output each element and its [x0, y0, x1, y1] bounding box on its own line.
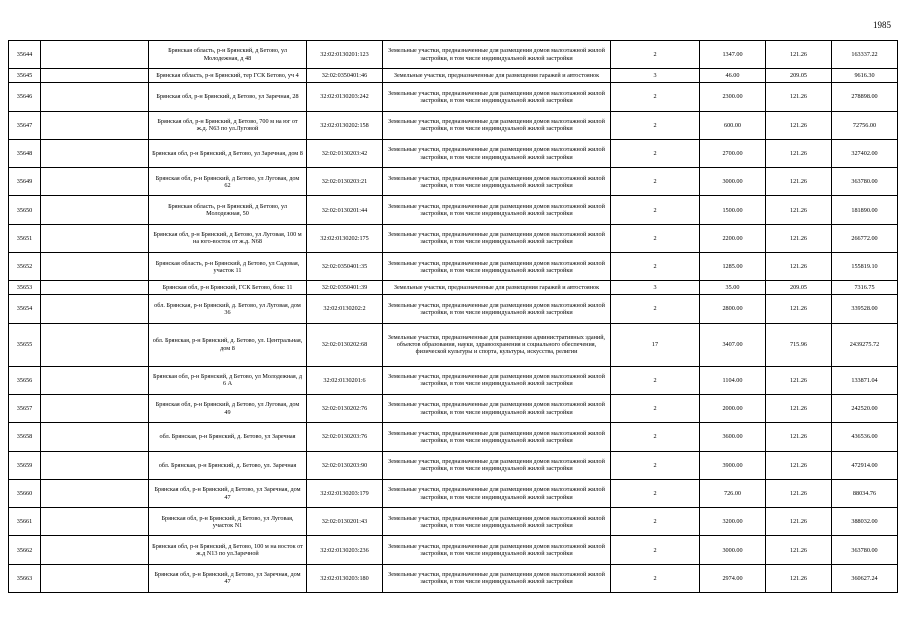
cell-group-number: 2	[611, 196, 700, 224]
table-row	[9, 83, 898, 111]
cell-cadastral-value: 360627.24	[832, 564, 898, 592]
cell-specific-value: 121.26	[766, 423, 832, 451]
cadastral-table	[8, 40, 898, 593]
cell-cadastral-value: 472914.00	[832, 451, 898, 479]
cell-group-number: 2	[611, 479, 700, 507]
cell-record-id: 35644	[9, 41, 41, 69]
cell-record-id: 35652	[9, 253, 41, 281]
cell-address: обл. Брянская, р-н Брянский, д. Бетово, ул. Центральная, дом 8	[149, 323, 307, 366]
cell-specific-value: 121.26	[766, 479, 832, 507]
cell-group-number: 2	[611, 451, 700, 479]
cell-cadastral-number: 32:02:0130201:123	[307, 41, 383, 69]
cell-group-number: 2	[611, 168, 700, 196]
cell-blank	[41, 508, 149, 536]
cell-blank	[41, 423, 149, 451]
cell-group-number: 2	[611, 423, 700, 451]
cell-specific-value: 121.26	[766, 394, 832, 422]
cell-cadastral-number: 32:02:0130202:175	[307, 224, 383, 252]
cell-cadastral-number: 32:02:0130203:179	[307, 479, 383, 507]
cell-cadastral-number: 32:02:0130203:76	[307, 423, 383, 451]
table-row	[9, 281, 898, 295]
cell-specific-value: 121.26	[766, 111, 832, 139]
cell-area: 2300.00	[700, 83, 766, 111]
cell-blank	[41, 295, 149, 323]
cell-cadastral-value: 155819.10	[832, 253, 898, 281]
cell-cadastral-number: 32:02:0130202:158	[307, 111, 383, 139]
table-row	[9, 253, 898, 281]
table-row	[9, 224, 898, 252]
cell-address: Брянская обл, р-н Брянский, ГСК Бетово, бокс 11	[149, 281, 307, 295]
cell-record-id: 35658	[9, 423, 41, 451]
cell-specific-value: 209.05	[766, 69, 832, 83]
cell-cadastral-value: 133871.04	[832, 366, 898, 394]
table-row	[9, 196, 898, 224]
table-row	[9, 479, 898, 507]
cell-specific-value: 121.26	[766, 224, 832, 252]
cell-land-purpose: Земельные участки, предназначенные для размещения домов малоэтажной жилой застройки, в том числе индивидуальной жилой застройки	[383, 394, 611, 422]
cell-specific-value: 121.26	[766, 536, 832, 564]
cell-record-id: 35662	[9, 536, 41, 564]
cell-cadastral-number: 32:02:0130203:90	[307, 451, 383, 479]
cell-cadastral-number: 32:02:0130201:44	[307, 196, 383, 224]
cell-group-number: 2	[611, 83, 700, 111]
cell-specific-value: 121.26	[766, 508, 832, 536]
cell-land-purpose: Земельные участки, предназначенные для размещения домов малоэтажной жилой застройки, в том числе индивидуальной жилой застройки	[383, 83, 611, 111]
cell-address: обл. Брянская, р-н Брянский, д. Бетово, ул Заречная	[149, 423, 307, 451]
cell-record-id: 35661	[9, 508, 41, 536]
cell-area: 1104.00	[700, 366, 766, 394]
page-number: 1985	[873, 20, 891, 30]
cell-address: Брянская область, р-н Брянский, д Бетово, ул Молодежная, д 48	[149, 41, 307, 69]
cell-land-purpose: Земельные участки, предназначенные для размещения административных зданий, объектов образования, науки, здравоохранения и социального обеспечения, физической культуры и спорта, культуры, искусства, религии	[383, 323, 611, 366]
table-row	[9, 423, 898, 451]
cell-specific-value: 121.26	[766, 451, 832, 479]
cell-cadastral-value: 72756.00	[832, 111, 898, 139]
table-row	[9, 168, 898, 196]
cell-address: Брянская обл, р-н Брянский, д Бетово, ул Заречная, дом 47	[149, 564, 307, 592]
cell-record-id: 35646	[9, 83, 41, 111]
cell-land-purpose: Земельные участки, предназначенные для размещения домов малоэтажной жилой застройки, в том числе индивидуальной жилой застройки	[383, 451, 611, 479]
cell-cadastral-value: 278898.00	[832, 83, 898, 111]
table-body	[9, 41, 898, 593]
cell-record-id: 35653	[9, 281, 41, 295]
table-row	[9, 394, 898, 422]
cell-cadastral-value: 163337.22	[832, 41, 898, 69]
cell-land-purpose: Земельные участки, предназначенные для размещения домов малоэтажной жилой застройки, в том числе индивидуальной жилой застройки	[383, 536, 611, 564]
cell-cadastral-number: 32:02:0130203:21	[307, 168, 383, 196]
cell-land-purpose: Земельные участки, предназначенные для размещения домов малоэтажной жилой застройки, в том числе индивидуальной жилой застройки	[383, 253, 611, 281]
cell-group-number: 2	[611, 508, 700, 536]
cell-land-purpose: Земельные участки, предназначенные для размещения домов малоэтажной жилой застройки, в том числе индивидуальной жилой застройки	[383, 564, 611, 592]
cell-record-id: 35663	[9, 564, 41, 592]
cell-land-purpose: Земельные участки, предназначенные для размещения домов малоэтажной жилой застройки, в том числе индивидуальной жилой застройки	[383, 295, 611, 323]
cell-land-purpose: Земельные участки, предназначенные для размещения гаражей и автостоянок	[383, 69, 611, 83]
table-row	[9, 366, 898, 394]
cell-address: Брянская обл, р-н Брянский, д Бетово, ул Луговая, дом 49	[149, 394, 307, 422]
cell-cadastral-value: 266772.00	[832, 224, 898, 252]
cell-cadastral-number: 32:02:0130203:242	[307, 83, 383, 111]
cell-address: Брянская область, р-н Брянский, д Бетово, ул Садовая, участок 11	[149, 253, 307, 281]
cell-cadastral-number: 32:02:0350401:39	[307, 281, 383, 295]
cell-specific-value: 121.26	[766, 41, 832, 69]
cell-blank	[41, 196, 149, 224]
cell-record-id: 35649	[9, 168, 41, 196]
cell-cadastral-value: 9616.30	[832, 69, 898, 83]
cell-specific-value: 209.05	[766, 281, 832, 295]
cell-area: 46.00	[700, 69, 766, 83]
cell-cadastral-value: 363780.00	[832, 168, 898, 196]
cell-record-id: 35651	[9, 224, 41, 252]
cell-cadastral-number: 32:02:0130203:180	[307, 564, 383, 592]
table-row	[9, 451, 898, 479]
cell-area: 1285.00	[700, 253, 766, 281]
cell-area: 2800.00	[700, 295, 766, 323]
cell-land-purpose: Земельные участки, предназначенные для размещения домов малоэтажной жилой застройки, в том числе индивидуальной жилой застройки	[383, 423, 611, 451]
table-row	[9, 536, 898, 564]
cell-area: 600.00	[700, 111, 766, 139]
cell-record-id: 35645	[9, 69, 41, 83]
cell-cadastral-value: 2439275.72	[832, 323, 898, 366]
cell-area: 3000.00	[700, 168, 766, 196]
table-row	[9, 111, 898, 139]
cell-address: Брянская обл, р-н Брянский, д Бетово, ул Луговая, дом 62	[149, 168, 307, 196]
cell-area: 2000.00	[700, 394, 766, 422]
cell-blank	[41, 83, 149, 111]
cell-record-id: 35647	[9, 111, 41, 139]
cell-cadastral-value: 242520.00	[832, 394, 898, 422]
cell-group-number: 2	[611, 111, 700, 139]
cell-record-id: 35660	[9, 479, 41, 507]
cell-area: 2200.00	[700, 224, 766, 252]
table-row	[9, 41, 898, 69]
cell-address: обл. Брянская, р-н Брянский, д. Бетово, ул Луговая, дом 36	[149, 295, 307, 323]
cell-address: Брянская обл, р-н Брянский, д Бетово, ул Заречная, дом 8	[149, 139, 307, 167]
cell-blank	[41, 69, 149, 83]
cell-blank	[41, 253, 149, 281]
cell-land-purpose: Земельные участки, предназначенные для размещения домов малоэтажной жилой застройки, в том числе индивидуальной жилой застройки	[383, 139, 611, 167]
cell-area: 3200.00	[700, 508, 766, 536]
cell-cadastral-number: 32:02:0130201:6	[307, 366, 383, 394]
cell-area: 1500.00	[700, 196, 766, 224]
cell-blank	[41, 451, 149, 479]
cell-blank	[41, 139, 149, 167]
cell-cadastral-number: 32:02:0130202:76	[307, 394, 383, 422]
cell-cadastral-number: 32:02:0130203:42	[307, 139, 383, 167]
cell-specific-value: 121.26	[766, 366, 832, 394]
cell-address: Брянская обл, р-н Брянский, д Бетово, ул Молодежная, д 6 А	[149, 366, 307, 394]
cell-address: обл. Брянская, р-н Брянский, д. Бетово, ул. Заречная	[149, 451, 307, 479]
cell-cadastral-value: 88034.76	[832, 479, 898, 507]
cell-address: Брянская обл, р-н Брянский, д Бетово, ул Заречная, дом 47	[149, 479, 307, 507]
table-row	[9, 295, 898, 323]
cell-area: 3000.00	[700, 536, 766, 564]
cell-land-purpose: Земельные участки, предназначенные для размещения домов малоэтажной жилой застройки, в том числе индивидуальной жилой застройки	[383, 224, 611, 252]
cell-cadastral-number: 32:02:0130202:68	[307, 323, 383, 366]
cell-specific-value: 121.26	[766, 168, 832, 196]
cell-address: Брянская обл, р-н Брянский, д Бетово, 100 м на восток от ж.д N13 по ул.Заречной	[149, 536, 307, 564]
cell-address: Брянская обл, р-н Брянский, д Бетово, ул Заречная, 28	[149, 83, 307, 111]
cell-record-id: 35650	[9, 196, 41, 224]
cell-area: 1347.00	[700, 41, 766, 69]
cell-area: 3407.00	[700, 323, 766, 366]
cell-blank	[41, 564, 149, 592]
cell-group-number: 2	[611, 536, 700, 564]
cell-group-number: 2	[611, 139, 700, 167]
cell-cadastral-number: 32:02:0350401:35	[307, 253, 383, 281]
cell-blank	[41, 111, 149, 139]
cell-group-number: 3	[611, 281, 700, 295]
cell-blank	[41, 394, 149, 422]
cell-land-purpose: Земельные участки, предназначенные для размещения домов малоэтажной жилой застройки, в том числе индивидуальной жилой застройки	[383, 366, 611, 394]
cell-blank	[41, 168, 149, 196]
cell-area: 35.00	[700, 281, 766, 295]
cell-cadastral-value: 327402.00	[832, 139, 898, 167]
cell-record-id: 35657	[9, 394, 41, 422]
cell-group-number: 2	[611, 366, 700, 394]
cell-specific-value: 121.26	[766, 295, 832, 323]
cell-area: 3900.00	[700, 451, 766, 479]
cell-specific-value: 121.26	[766, 139, 832, 167]
cell-blank	[41, 323, 149, 366]
cell-area: 2974.00	[700, 564, 766, 592]
cell-blank	[41, 536, 149, 564]
cell-record-id: 35648	[9, 139, 41, 167]
cell-land-purpose: Земельные участки, предназначенные для размещения домов малоэтажной жилой застройки, в том числе индивидуальной жилой застройки	[383, 41, 611, 69]
cell-land-purpose: Земельные участки, предназначенные для размещения домов малоэтажной жилой застройки, в том числе индивидуальной жилой застройки	[383, 111, 611, 139]
cell-address: Брянская обл, р-н Брянский, д Бетово, ул Луговая, участок N1	[149, 508, 307, 536]
table-row	[9, 139, 898, 167]
cell-cadastral-number: 32:02:0130203:236	[307, 536, 383, 564]
cell-area: 726.00	[700, 479, 766, 507]
cell-land-purpose: Земельные участки, предназначенные для размещения домов малоэтажной жилой застройки, в том числе индивидуальной жилой застройки	[383, 479, 611, 507]
cell-cadastral-value: 7316.75	[832, 281, 898, 295]
cell-specific-value: 715.96	[766, 323, 832, 366]
cell-blank	[41, 224, 149, 252]
cell-group-number: 2	[611, 253, 700, 281]
cell-group-number: 2	[611, 224, 700, 252]
table-row	[9, 323, 898, 366]
cell-area: 3600.00	[700, 423, 766, 451]
cell-area: 2700.00	[700, 139, 766, 167]
cell-group-number: 2	[611, 41, 700, 69]
table-row	[9, 69, 898, 83]
cell-record-id: 35656	[9, 366, 41, 394]
cell-land-purpose: Земельные участки, предназначенные для размещения домов малоэтажной жилой застройки, в том числе индивидуальной жилой застройки	[383, 168, 611, 196]
cell-specific-value: 121.26	[766, 253, 832, 281]
cell-record-id: 35659	[9, 451, 41, 479]
cell-address: Брянская обл, р-н Брянский, д Бетово, 700 м на юг от ж.д. N63 по ул.Луговой	[149, 111, 307, 139]
cell-cadastral-value: 388032.00	[832, 508, 898, 536]
cell-land-purpose: Земельные участки, предназначенные для размещения домов малоэтажной жилой застройки, в том числе индивидуальной жилой застройки	[383, 508, 611, 536]
cell-cadastral-number: 32:02:0350401:46	[307, 69, 383, 83]
cell-cadastral-number: 32:02:0130202:2	[307, 295, 383, 323]
cell-group-number: 2	[611, 295, 700, 323]
table-row	[9, 508, 898, 536]
cell-specific-value: 121.26	[766, 83, 832, 111]
cell-group-number: 17	[611, 323, 700, 366]
cell-group-number: 3	[611, 69, 700, 83]
cell-specific-value: 121.26	[766, 196, 832, 224]
cell-record-id: 35655	[9, 323, 41, 366]
cell-blank	[41, 281, 149, 295]
cell-cadastral-value: 339528.00	[832, 295, 898, 323]
cell-address: Брянская обл, р-н Брянский, д Бетово, ул Луговая, 100 м на юго-восток от ж.д. N68	[149, 224, 307, 252]
cell-blank	[41, 41, 149, 69]
cell-cadastral-number: 32:02:0130201:43	[307, 508, 383, 536]
cell-land-purpose: Земельные участки, предназначенные для размещения гаражей и автостоянок	[383, 281, 611, 295]
cell-land-purpose: Земельные участки, предназначенные для размещения домов малоэтажной жилой застройки, в том числе индивидуальной жилой застройки	[383, 196, 611, 224]
cell-address: Брянская область, р-н Брянский, тер ГСК Бетово, уч 4	[149, 69, 307, 83]
cell-cadastral-value: 436536.00	[832, 423, 898, 451]
cell-address: Брянская область, р-н Брянский, д Бетово, ул Молодежная, 50	[149, 196, 307, 224]
table-row	[9, 564, 898, 592]
cell-blank	[41, 366, 149, 394]
cell-specific-value: 121.26	[766, 564, 832, 592]
cell-record-id: 35654	[9, 295, 41, 323]
cell-group-number: 2	[611, 394, 700, 422]
cell-cadastral-value: 363780.00	[832, 536, 898, 564]
cell-cadastral-value: 181890.00	[832, 196, 898, 224]
cell-group-number: 2	[611, 564, 700, 592]
cell-blank	[41, 479, 149, 507]
